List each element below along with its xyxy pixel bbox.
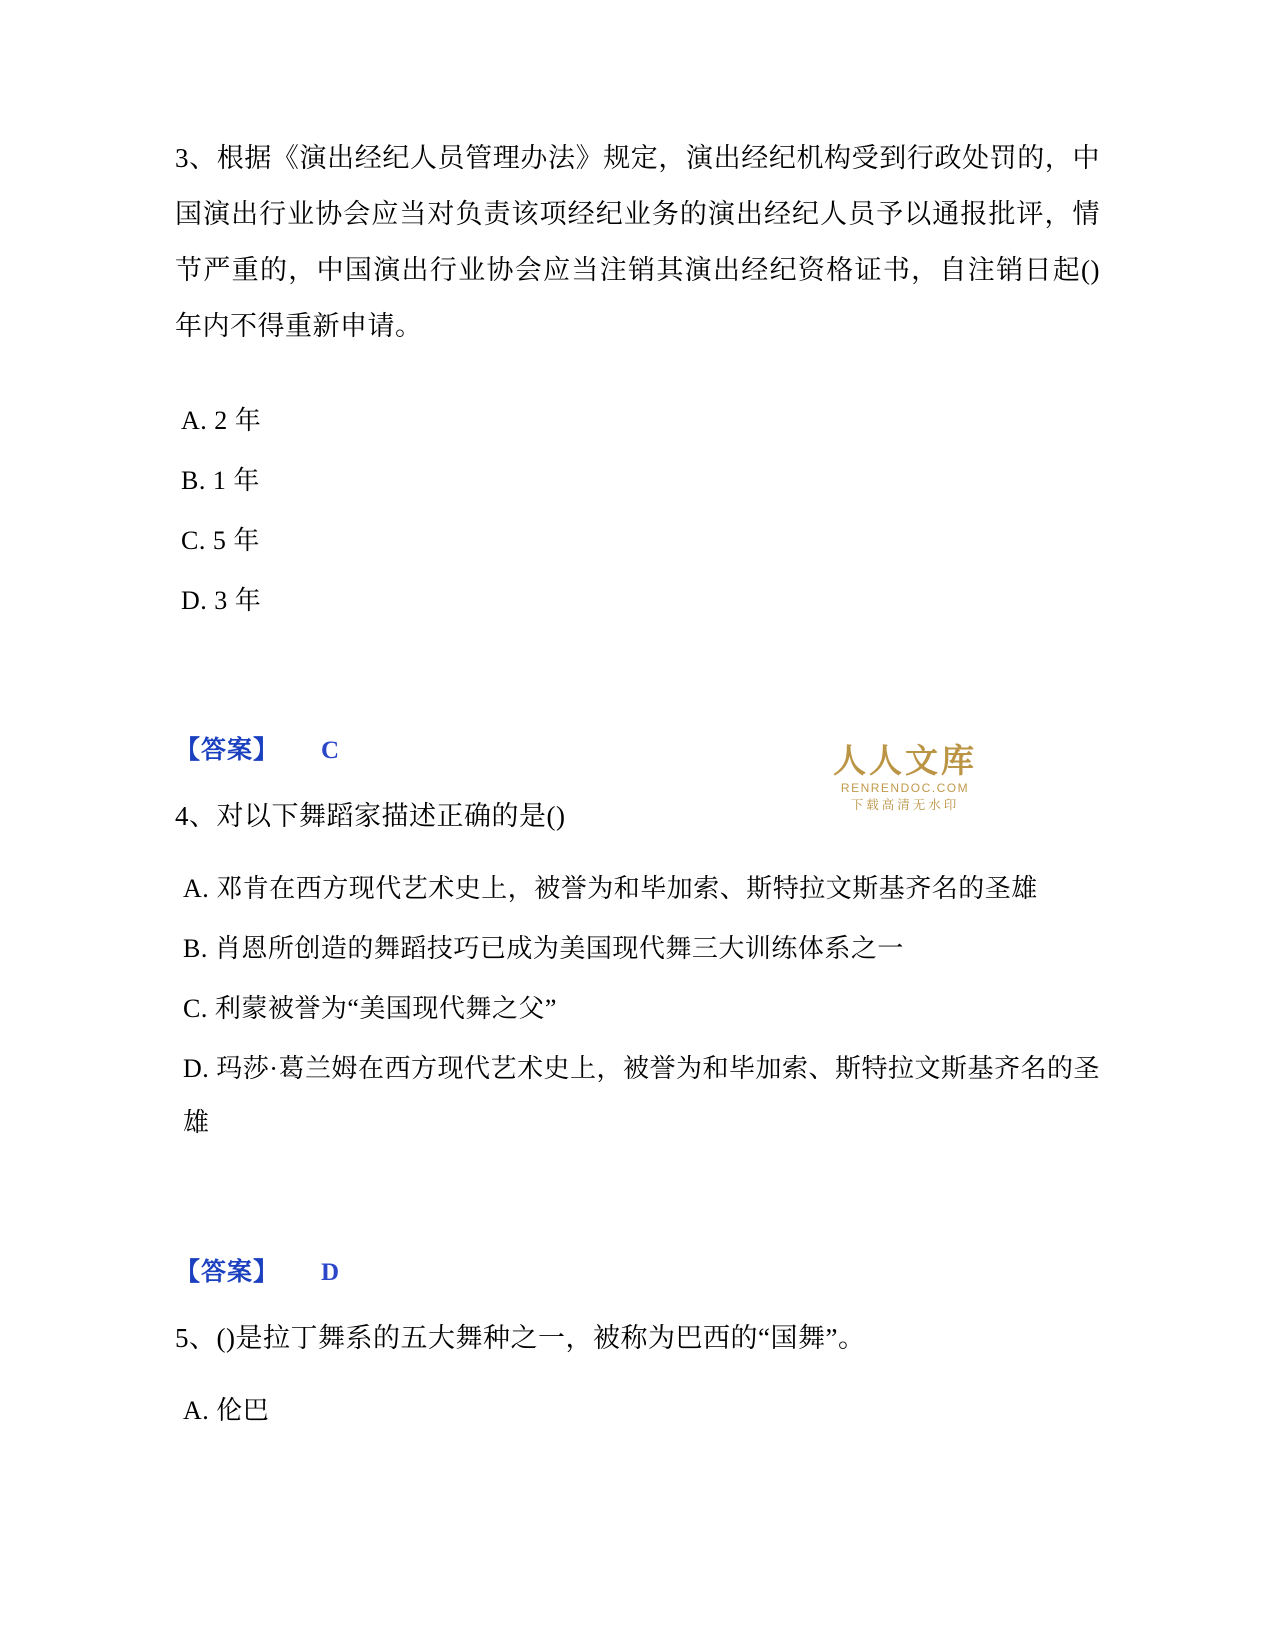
answer-value: C [321, 737, 341, 764]
question-block-5 [175, 1310, 1100, 1438]
question-stem: 5、()是拉丁舞系的五大舞种之一，被称为巴西的“国舞”。 [175, 1323, 866, 1353]
answer-value: D [321, 1259, 341, 1286]
spacer [175, 1288, 1100, 1310]
answer-row-4 [175, 1252, 1100, 1288]
answer-label: 【答案】 [175, 737, 280, 764]
answer-label: 【答案】 [175, 1259, 280, 1286]
watermark-english: RENRENDOC.COM [840, 781, 970, 795]
question-stem: 3、根据《演出经纪人员管理办法》规定，演出经纪机构受到行政处罚的，中国演出行业协会应当对负责该项经纪业务的演出经纪人员予以通报批评，情节严重的，中国演出行业协会应当注销其演出经纪资格证书，自注销日起()年内不得重新申请。 [175, 143, 1100, 341]
option-a[interactable]: A. 邓肯在西方现代艺术史上，被誉为和毕加索、斯特拉文斯基齐名的圣雄 [183, 874, 1038, 903]
answer-row-3 [175, 730, 1100, 766]
option-a[interactable]: A. 2 年 [181, 406, 262, 435]
option-c[interactable]: C. 5 年 [181, 526, 260, 555]
option-c[interactable]: C. 利蒙被誉为“美国现代舞之父” [183, 994, 557, 1023]
question-block-4 [175, 788, 1100, 1150]
spacer [175, 372, 1100, 394]
option-b[interactable]: B. 1 年 [181, 466, 260, 495]
spacer [175, 766, 1100, 788]
spacer [175, 1156, 1100, 1252]
watermark-title: 人人文库 [833, 741, 977, 780]
spacer [175, 634, 1100, 730]
option-b[interactable]: B. 肖恩所创造的舞蹈技巧已成为美国现代舞三大训练体系之一 [183, 934, 904, 963]
question-block-3 [175, 130, 1100, 628]
option-d[interactable]: D. 3 年 [181, 586, 262, 615]
option-d[interactable]: D. 玛莎·葛兰姆在西方现代艺术史上，被誉为和毕加索、斯特拉文斯基齐名的圣雄 [183, 1054, 1100, 1137]
question-stem: 4、对以下舞蹈家描述正确的是() [175, 801, 566, 831]
watermark-subtitle: 下载高清无水印 [850, 798, 960, 812]
option-a[interactable]: A. 伦巴 [183, 1396, 270, 1425]
